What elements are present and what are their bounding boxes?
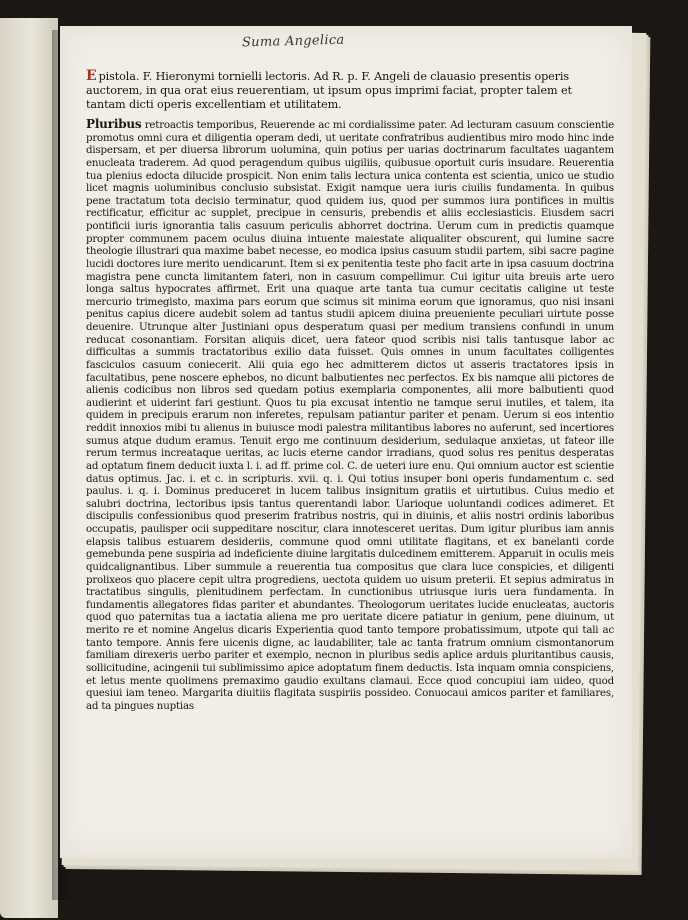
rubric-heading [86,69,606,113]
rubric-initial: E [86,68,97,84]
handwritten-header: Suma Angelica [241,32,345,51]
manuscript-page [60,26,632,858]
body-text [86,118,614,712]
incipit-word: Pluribus [86,117,142,131]
facing-page-edge [0,18,58,918]
rubric-text: pistola. F. Hieronymi tornielli lectoris. Ad R. p. F. Angeli de clauasio presentis operis auctorem, in qua orat eius reuerentiam, ut ipsum opus imprimi faciat, propter talem et tantam dicti operis excellentiam et utilitatem. [86,70,572,112]
body-paragraph: retroactis temporibus, Reuerende ac mi cordialissime pater. Ad lecturam casuum conscientie promotus omni cura et diligentia operam dedi, ut ueritate confratribus audientibus miro modo hinc inde dispersam, et per diuersa librorum uolumina, quin potius per uarias doctrinarum facultates uagantem enucleata traderem. Ad quod peragendum quibus uigiliis, quibusue oportuit curis insudare. Reuerentia tua plenius edocta dilucide prospicit. Non enim talis lectura unica contenta est scientia, unico ue studio licet magnis uoluminibus conclusio subsistat. Exigit namque uera iuris ciuilis fundamenta. In quibus pene tractatum tota decisio terminatur, quod quidem ius, quod per summos iura pontifices in multis rectificatur, efficitur ac supplet, precipue in censuris, prebendis et aliis ecclesiasticis. Eiusdem sacri pontificii iuris ignorantia talis casuum periculis abhorret doctrina. Uerum cum in predictis quamque propter communem pacem oculus diuina intuente maiestate aliqualiter obscurent, qui lumine sacre theologie illustrari qua maxime babet necesse, eo modica ipsius casuum studii partem, sibi sacre pagine lucidi doctores iure merito uendicarunt. Item si ex penitentia teste pho facit arte in ipsa casuum doctrina magistra pene cuncta limitantem fateri, non in casuum compellimur. Cui igitur uita breuis arte uero longa saltus hypocrates affirmet. Erit una quaque arte tanta tua cumur cecitatis caligine ut teste mercurio trimegisto, maxima pars eorum que scimus sit minima eorum que ignoramus, quo nisi insani penitus capius dicere audebit solem ad tantus studii apicem diuina preueniente peculiari uirtute posse deuenire. Utrunque alter Justiniani opus desperatum quasi per medium transiens confundi in unum reducat cosonantiam. Forsitan aliquis dicet, uera fateor quod scribis nisi talis tantusque labor ac difficultas a summis tractatoribus exilio data fuisset. Quis omnes in unum facultates colligentes fasciculos casuum coniecerit. Alii quia ego hec admitterem dictos ut asseris tractatores ipsis in facultatibus, pene noscere ephebos, no dicunt balbutientes nec perfectos. Ex bis namque alii pictores de alienis codicibus non libros sed quedam potius exemplaria componentes, alii more balbutienti quod audierint et uiderint fari gestiunt. Quos tu pia excusat intentio ne tamque serui inutiles, et talem, ita quidem in precipuis erarum non inferetes, repulsam patiantur pariter et penam. Uerum si eos intentio reddit innoxios mibi tu alienus in buiusce modi palestra militantibus labores no auferunt, sed incertiores sumus atque dudum eramus. Tenuit ergo me continuum desiderium, sedulaque anxietas, ut fateor ille rerum termus increataque ueritas, ac lucis eterne candor irradians, quod solus res penitus desperatas ad optatum finem deducit iuxta l. i. ad ff. prime col. C. de ueteri iure enu. Qui omnium auctor est scientie datus optimus. Jac. i. et c. in scripturis. xvii. q. i. Qui totius insuper boni operis fundamentum c. sed paulus. i. q. i. Dominus preduceret in lucem talibus insignitum gratiis et uirtutibus. Cuius medio et salubri doctrina, lectoribus ipsis tantus querentandi labor. Uarioque uoluntandi codices adimeret. Et discipulis confessionibus quod preserim fratribus nostris, qui in diuinis, et aliis nostri ordinis laboribus occupatis, paulisper ocii suppeditare noscitur, clara innotesceret ueritas. Dum igitur pluribus iam annis elapsis talibus estuarem desideriis, commune quod omni utilitate flagitans, et ex banelanti corde gemebunda pene suspiria ad indeficiente diuine largitatis dulcedinem emitterem. Apparuit in oculis meis quidcalignantibus. Liber summule a reuerentia tua compositus que clara luce conspicies, et diligenti prolixeos quo placere cepit ultra progrediens, uectota quidem uo uisum preterii. Et sepius admiratus in tractatibus singulis, plenitudinem perfectam. In cunctionibus utriusque iuris uera fundamenta. In fundamentis allegatores fidas pariter et abundantes. Theologorum ueritates lucide enucleatas, auctoris quod quo paternitas tua a iactatia aliena me pro ueritate dicere patiatur in genium, pene diuinum, ut merito re et nomine Angelus dicaris Experientia quod tanto tempore probatissimum, utpote qui tali ac tanto tempore. Annis fere uicenis digne, ac laudabiliter, tale ac tanta fratrum omnium cismontanorum familiam direxeris uerbo pariter et exemplo, necnon in pluribus sedis aplice arduis pluritantibus causis, sollicitudine, acingenii tui sublimissimo apice adoptatum finem deductis. Ista inquam omnia conspiciens, et letus mente quolimens premaximo gaudio exultans clamaui. Ecce quod concupiui iam uideo, quod quesiui iam teneo. Margarita diuitiis flagitata suspiriis possideo. Conuocaui amicos pariter et familiares, ad ta pingues nuptias [86,119,615,712]
